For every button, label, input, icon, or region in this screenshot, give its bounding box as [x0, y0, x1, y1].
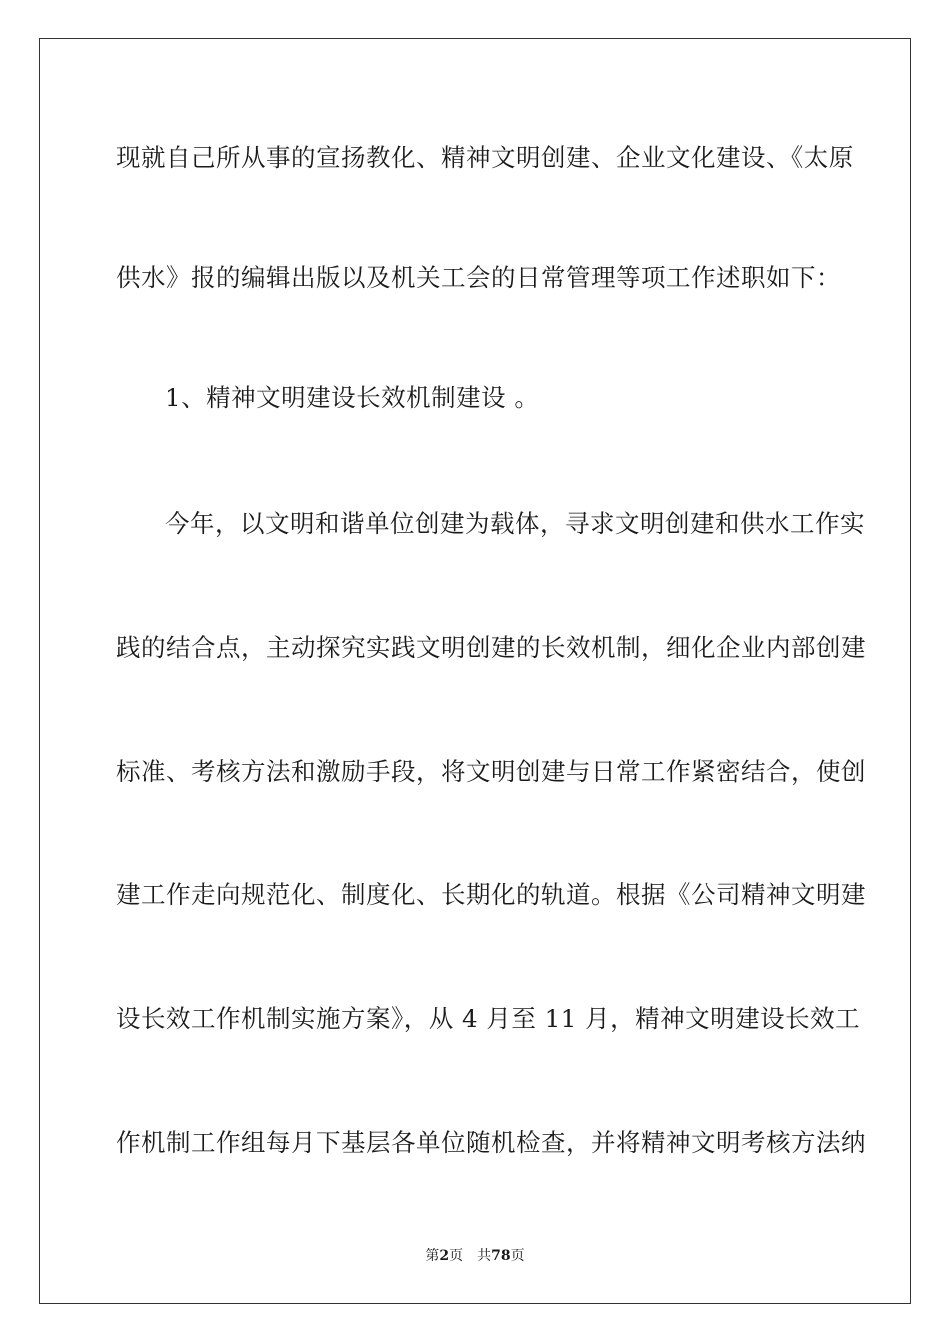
footer-page-number: 2: [439, 1248, 450, 1264]
footer-total-suffix: 页: [510, 1248, 525, 1264]
body-line-8: 作机制工作组每月下基层各单位随机检查，并将精神文明考核方法纳: [116, 1128, 866, 1157]
body-line-4: 践的结合点，主动探究实践文明创建的长效机制，细化企业内部创建: [116, 633, 866, 662]
page-footer: [0, 1247, 950, 1265]
footer-total-prefix: 共: [477, 1248, 492, 1264]
section-heading: 1、精神文明建设长效机制建设 。: [165, 383, 540, 412]
body-line-7: 设长效工作机制实施方案》，从 4 月至 11 月，精神文明建设长效工: [116, 1004, 861, 1033]
page-border: [39, 38, 911, 1304]
body-line-2: 供水》报的编辑出版以及机关工会的日常管理等项工作述职如下：: [116, 263, 841, 292]
footer-page-prefix: 第: [425, 1248, 440, 1264]
body-line-1: 现就自己所从事的宣扬教化、精神文明创建、企业文化建设、《太原: [116, 143, 854, 172]
body-line-6: 建工作走向规范化、制度化、长期化的轨道。根据《公司精神文明建: [116, 880, 866, 909]
body-line-3: 今年，以文明和谐单位创建为载体，寻求文明创建和供水工作实: [165, 509, 865, 538]
footer-page-suffix: 页: [449, 1248, 464, 1264]
body-line-5: 标准、考核方法和激励手段，将文明创建与日常工作紧密结合，使创: [116, 757, 866, 786]
footer-total-pages: 78: [491, 1248, 511, 1264]
